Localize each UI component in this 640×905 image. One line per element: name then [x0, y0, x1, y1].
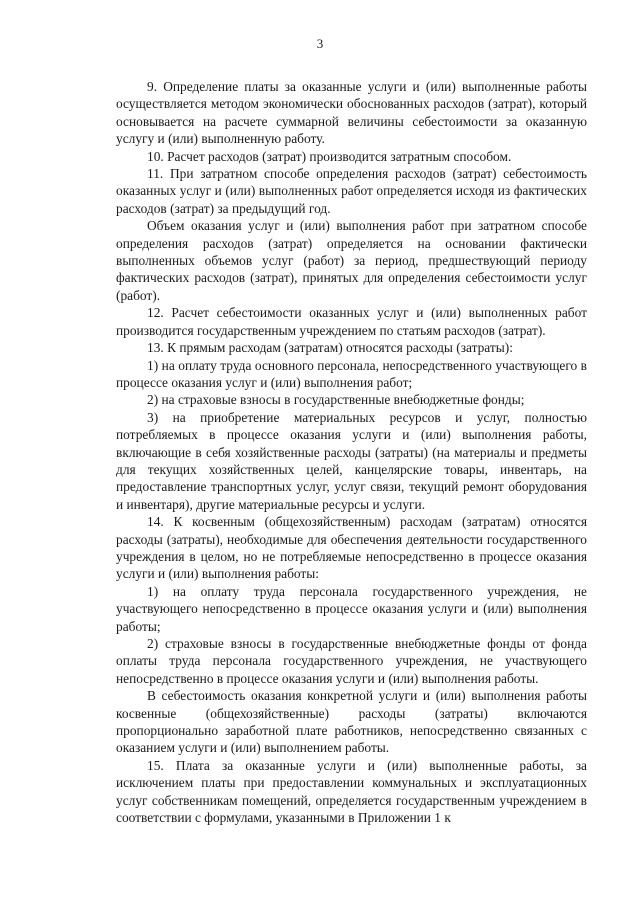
paragraph-12: 12. Расчет себестоимости оказанных услуг и (или) выполненных работ производится государственным учреждением по статьям расходов (затрат). [116, 305, 587, 338]
paragraph-13-item-1: 1) на оплату труда основного персонала, непосредственного участвующего в процессе оказания услуг и (или) выполнения работ; [116, 357, 587, 390]
paragraph-13-item-2: 2) на страховые взносы в государственные внебюджетные фонды; [147, 392, 525, 408]
paragraph-11-volume: Объем оказания услуг и (или) выполнения работ при затратном способе определения расходов (затрат) определяется на основании фактически выполненных объемов услуг (работ) за период, предшествующий периоду фактических расходов (затрат), принятых для определения себестоимости услуг (работ). [116, 218, 587, 303]
paragraph-13-item-3: 3) на приобретение материальных ресурсов и услуг, полностью потребляемых в процессе оказания услуги и (или) выполнения работы, включающие в себя хозяйственные расходы (затраты) (на материалы и предметы для текущих хозяйственных целей, канцелярские товары, инвентарь, на предоставление транспортных услуг, услуг связи, текущий ремонт оборудования и инвентаря), другие материальные ресурсы и услуги. [116, 409, 587, 512]
paragraph-9: 9. Определение платы за оказанные услуги и (или) выполненные работы осуществляется методом экономически обоснованных расходов (затрат), который основывается на расчете суммарной величины себестоимости за оказанную услугу и (или) выполненную работу. [116, 79, 587, 147]
paragraph-15: 15. Плата за оказанные услуги и (или) выполненные работы, за исключением платы при предоставлении коммунальных и эксплуатационных услуг собственникам помещений, определяется государственным учреждением в соответствии с формулами, указанными в Приложении 1 к [116, 757, 587, 826]
paragraph-14: 14. К косвенным (общехозяйственным) расходам (затратам) относятся расходы (затраты), необходимые для обеспечения деятельности государственного учреждения в целом, но не потребляемые непосредственно в процессе оказания услуги и (или) выполнения работы: [116, 514, 587, 582]
paragraph-11: 11. При затратном способе определения расходов (затрат) себестоимость оказанных услуг и (или) выполненных работ определяется исходя из фактических расходов (затрат) за предыдущий год. [116, 166, 587, 216]
paragraph-14-cost-allocation: В себестоимость оказания конкретной услуги и (или) выполнения работы косвенные (общехозяйственные) расходы (затраты) включаются пропорционально заработной плате работников, непосредственно связанных с оказанием услуги и (или) выполнением работы. [116, 688, 587, 756]
paragraph-13: 13. К прямым расходам (затратам) относятся расходы (затраты): [147, 340, 513, 356]
paragraph-10: 10. Расчет расходов (затрат) производится затратным способом. [147, 148, 512, 164]
page-number: 3 [316, 36, 324, 51]
document-body [116, 78, 587, 826]
paragraph-14-item-1: 1) на оплату труда персонала государственного учреждения, не участвующего непосредственно в процессе оказания услуги и (или) выполнения работы; [116, 583, 587, 634]
paragraph-14-item-2: 2) страховые взносы в государственные внебюджетные фонды от фонда оплаты труда персонала государственного учреждения, не участвующего непосредственно в процессе оказания услуги и (или) выполнения работы. [116, 636, 587, 686]
